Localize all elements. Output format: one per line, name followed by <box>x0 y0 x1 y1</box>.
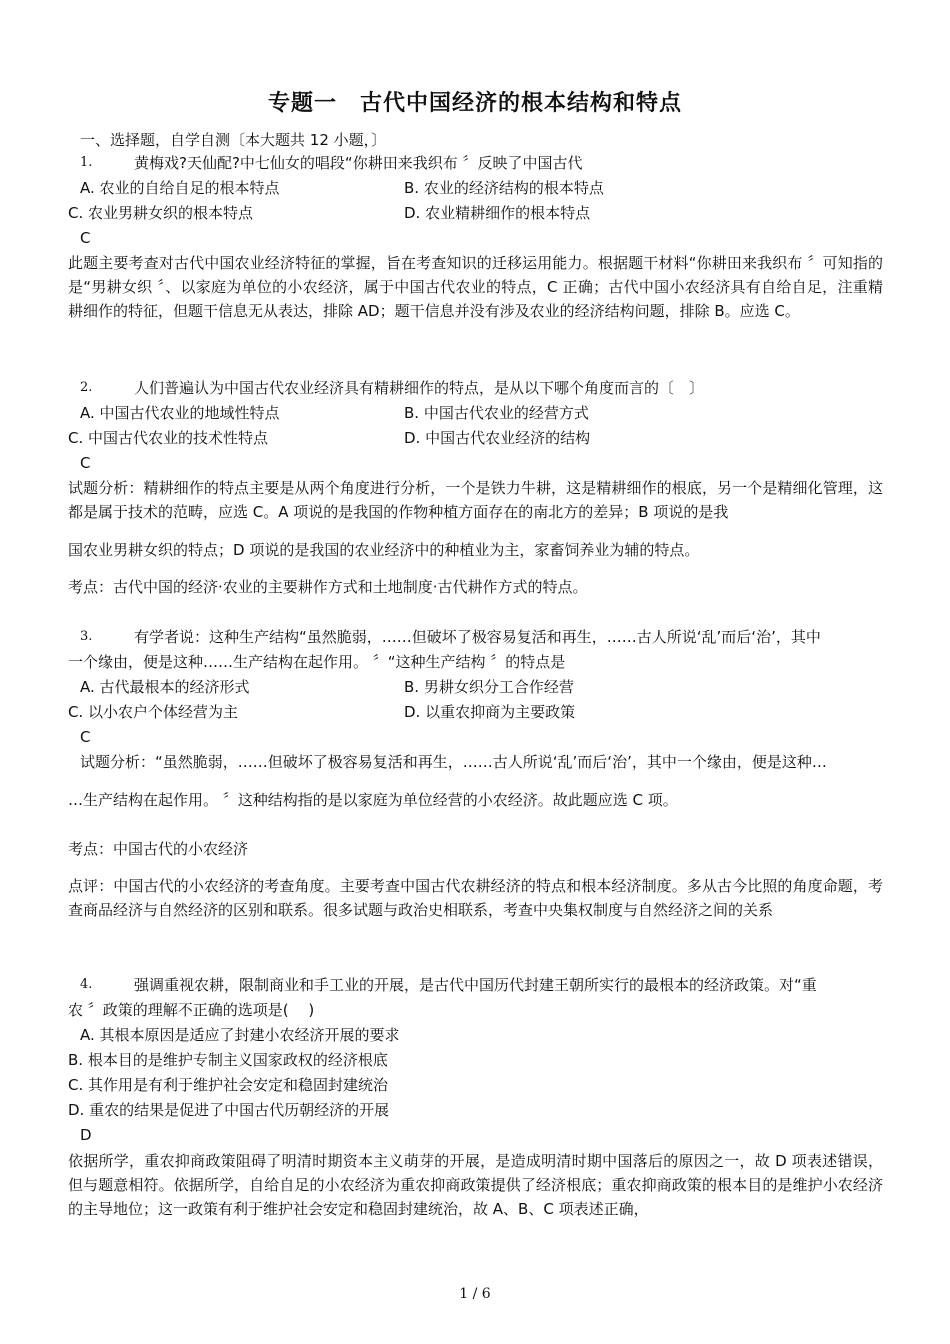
question-text-continued: 农 〞政策的理解不正确的选项是( ) <box>68 1001 315 1019</box>
explanation: 试题分析：“虽然脆弱，……但破坏了极容易复活和再生，……古人所说‘乱’而后‘治’，其中一个缘由，便是这种… <box>80 753 827 771</box>
explanation: 试题分析：精耕细作的特点主要是从两个角度进行分析，一个是铁力牛耕，这是精耕细作的根底，另一个是精细化管理，这都是属于技术的范畴，应选 C。A 项说的是我国的作物种植方面存在的南北方的差异；B 项说的是我 <box>68 479 883 521</box>
option-c: C. 农业男耕女织的根本特点 <box>68 204 254 222</box>
option-a: A. 古代最根本的经济形式 <box>80 678 250 696</box>
commentary: 点评：中国古代的小农经济的考查角度。主要考查中国古代农耕经济的特点和根本经济制度。多从古今比照的角度命题，考查商品经济与自然经济的区别和联系。很多试题与政治史相联系，考查中央集权制度与自然经济之间的关系 <box>68 877 883 919</box>
option-a: A. 农业的自给自足的根本特点 <box>80 179 280 197</box>
option-d: D. 重农的结果是促进了中国古代历朝经济的开展 <box>68 1101 390 1119</box>
knowledge-point: 考点：古代中国的经济·农业的主要耕作方式和土地制度·古代耕作方式的特点。 <box>68 578 588 596</box>
question-number: 2. <box>80 380 93 395</box>
section-header: 一、选择题，自学自测〔本大题共 12 小题，〕 <box>80 131 387 149</box>
option-c: C. 以小农户个体经营为主 <box>68 703 239 721</box>
page-number: 1 / 6 <box>459 1286 491 1302</box>
explanation-continued: …生产结构在起作用。 〞这种结构指的是以家庭为单位经营的小农经济。故此题应选 C 项。 <box>68 791 678 809</box>
option-b: B. 男耕女织分工合作经营 <box>404 678 574 696</box>
answer: C <box>80 229 91 247</box>
question-number: 1. <box>80 155 93 170</box>
option-d: D. 农业精耕细作的根本特点 <box>404 204 591 222</box>
answer: C <box>80 454 91 472</box>
question-text: 强调重视农耕，限制商业和手工业的开展，是古代中国历代封建王朝所实行的最根本的经济政策。对“重 <box>134 976 817 994</box>
explanation: 此题主要考查对古代中国农业经济特征的掌握，旨在考查知识的迁移运用能力。根据题干材料“你耕田来我织布 〞可知指的是“男耕女织 〞、以家庭为单位的小农经济，属于中国古代农业的特点，C 正确；古代中国小农经济具有自给自足，注重精耕细作的特征，但题干信息无从表达，排除 AD；题干信息并没有涉及农业的经济结构问题，排除 B。应选 C。 <box>68 254 883 320</box>
knowledge-point: 考点：中国古代的小农经济 <box>68 840 249 858</box>
option-b: B. 农业的经济结构的根本特点 <box>404 179 604 197</box>
question-text: 人们普遍认为中国古代农业经济具有精耕细作的特点，是从以下哪个角度而言的〔 〕 <box>134 379 705 397</box>
question-text: 黄梅戏?天仙配?中七仙女的唱段“你耕田来我织布 〞反映了中国古代 <box>134 154 583 172</box>
explanation: 依据所学，重农抑商政策阻碍了明清时期资本主义萌芽的开展，是造成明清时期中国落后的原因之一，故 D 项表述错误，但与题意相符。依据所学，自给自足的小农经济为重农抑商政策提供了经济根底；重农抑商政策的根本目的是维护小农经济的主导地位；这一政策有利于维护社会安定和稳固封建统治，故 A、B、C 项表述正确， <box>68 1152 883 1218</box>
option-d: D. 中国古代农业经济的结构 <box>404 429 591 447</box>
option-a: A. 中国古代农业的地域性特点 <box>80 404 280 422</box>
option-c: C. 中国古代农业的技术性特点 <box>68 429 269 447</box>
option-b: B. 中国古代农业的经营方式 <box>404 404 589 422</box>
question-number: 3. <box>80 629 93 644</box>
answer: C <box>80 728 91 746</box>
question-text-continued: 一个缘由，便是这种……生产结构在起作用。 〞“这种生产结构 〞的特点是 <box>68 653 566 671</box>
option-c: C. 其作用是有利于维护社会安定和稳固封建统治 <box>68 1076 389 1094</box>
question-text: 有学者说：这种生产结构“虽然脆弱，……但破坏了极容易复活和再生，……古人所说‘乱’而后‘治’，其中 <box>134 628 821 646</box>
explanation-continued: 国农业男耕女织的特点；D 项说的是我国的农业经济中的种植业为主，家畜饲养业为辅的特点。 <box>68 541 700 559</box>
option-d: D. 以重农抑商为主要政策 <box>404 703 576 721</box>
answer: D <box>80 1126 92 1144</box>
option-b: B. 根本目的是维护专制主义国家政权的经济根底 <box>68 1051 388 1069</box>
option-a: A. 其根本原因是适应了封建小农经济开展的要求 <box>80 1026 400 1044</box>
page-title: 专题一 古代中国经济的根本结构和特点 <box>267 91 682 116</box>
question-number: 4. <box>80 977 93 992</box>
